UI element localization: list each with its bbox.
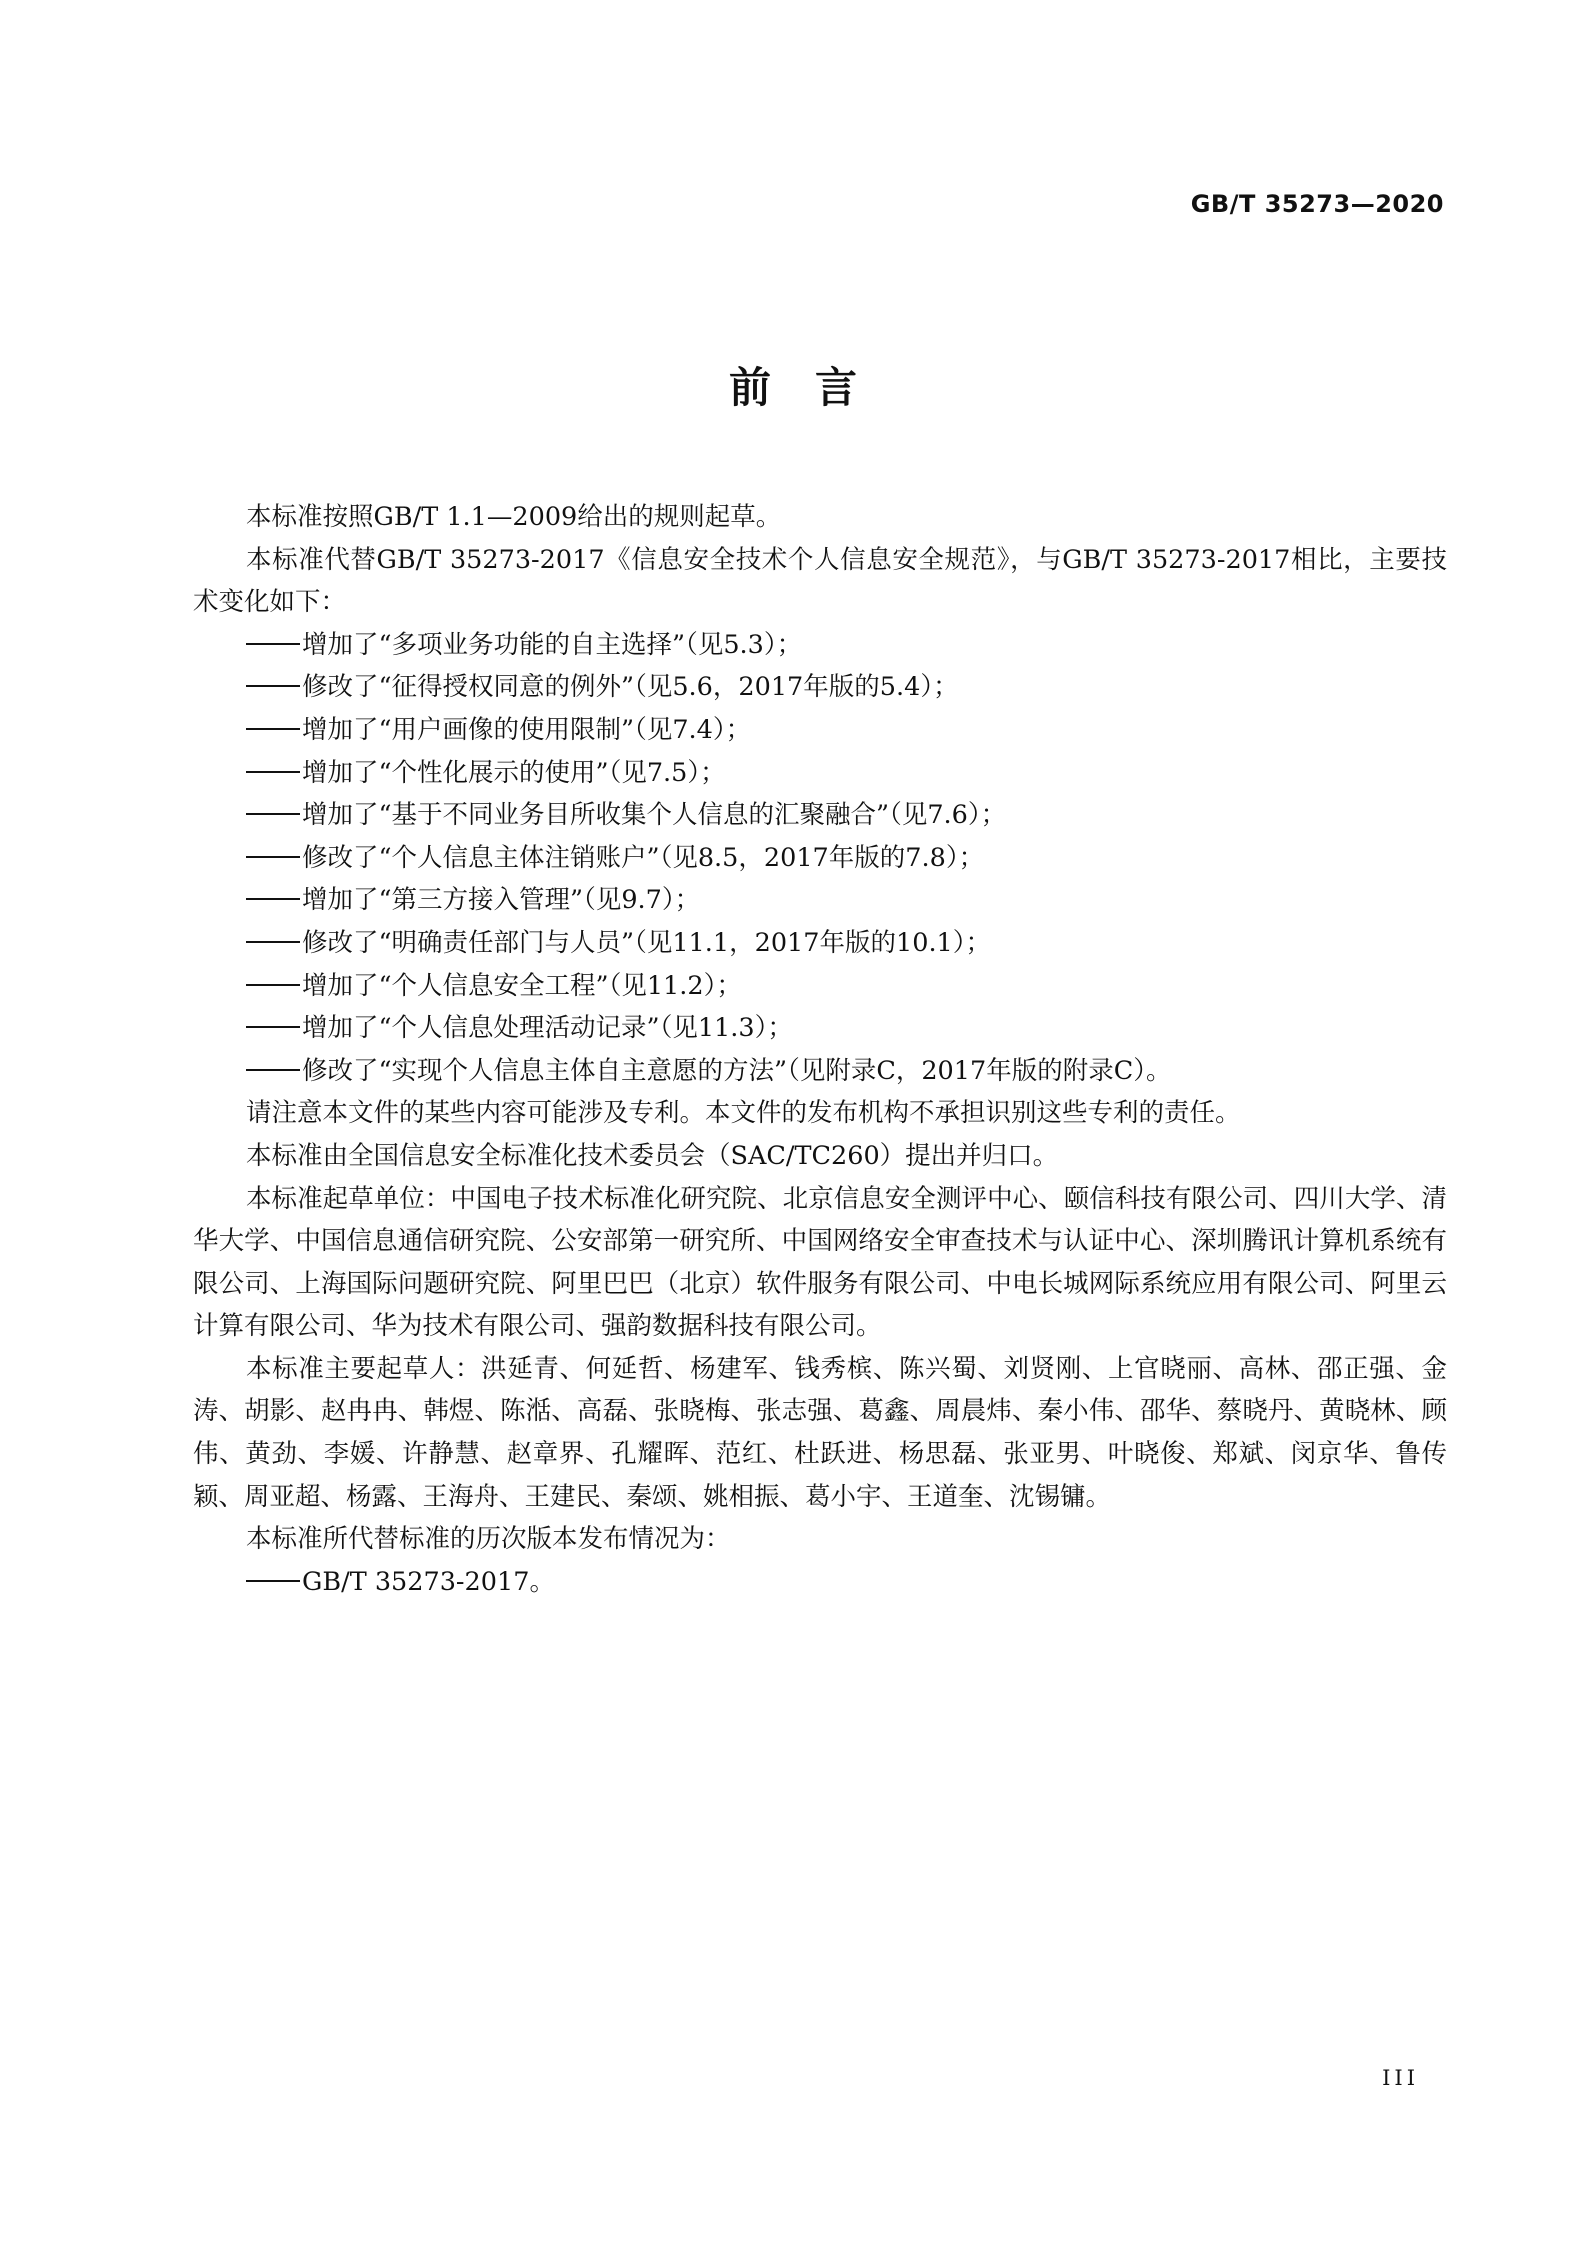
change-text: 增加了“基于不同业务目所收集个人信息的汇聚融合”（见7.6）； <box>302 800 1007 831</box>
standard-code-header: GB/T 35273—2020 <box>1190 190 1444 218</box>
page-number: III <box>1382 2066 1419 2090</box>
em-dash-icon <box>246 1069 300 1071</box>
replacement-paragraph: 本标准代替GB/T 35273-2017《信息安全技术个人信息安全规范》，与GB/T 35273-2017相比，主要技术变化如下： <box>193 544 1447 618</box>
technical-changes-list <box>193 624 1447 1093</box>
change-item <box>193 624 1447 667</box>
em-dash-icon <box>246 984 300 986</box>
drafting-units-paragraph: 本标准起草单位：中国电子技术标准化研究院、北京信息安全测评中心、颐信科技有限公司、四川大学、清华大学、中国信息通信研究院、公安部第一研究所、中国网络安全审查技术与认证中心、深圳腾讯计算机系统有限公司、上海国际问题研究院、阿里巴巴（北京）软件服务有限公司、中电长城网际系统应用有限公司、阿里云计算有限公司、华为技术有限公司、强韵数据科技有限公司。 <box>193 1183 1447 1342</box>
change-text: 增加了“个性化展示的使用”（见7.5）； <box>302 757 726 788</box>
change-item <box>193 879 1447 922</box>
change-item <box>193 965 1447 1008</box>
change-text: 修改了“个人信息主体注销账户”（见8.5，2017年版的7.8）； <box>302 842 985 873</box>
proposer-paragraph: 本标准由全国信息安全标准化技术委员会（SAC/TC260）提出并归口。 <box>246 1140 1059 1171</box>
history-text: GB/T 35273-2017。 <box>302 1566 555 1597</box>
change-text: 增加了“多项业务功能的自主选择”（见5.3）； <box>302 629 803 660</box>
drafting-rule-paragraph: 本标准按照GB/T 1.1—2009给出的规则起草。 <box>246 502 782 532</box>
change-text: 增加了“用户画像的使用限制”（见7.4）； <box>302 714 752 745</box>
change-item <box>193 1007 1447 1050</box>
change-text: 修改了“明确责任部门与人员”（见11.1，2017年版的10.1）； <box>302 927 992 958</box>
history-item <box>193 1561 1447 1604</box>
change-item <box>193 837 1447 880</box>
history-intro-paragraph: 本标准所代替标准的历次版本发布情况为： <box>246 1524 731 1555</box>
em-dash-icon <box>246 813 300 815</box>
change-text: 增加了“第三方接入管理”（见9.7）； <box>302 885 701 916</box>
em-dash-icon <box>246 643 300 645</box>
change-item <box>193 666 1447 709</box>
em-dash-icon <box>246 941 300 943</box>
change-item <box>193 794 1447 837</box>
change-item <box>193 752 1447 795</box>
page-title: 前言 <box>728 363 901 412</box>
em-dash-icon <box>246 898 300 900</box>
change-text: 修改了“征得授权同意的例外”（见5.6，2017年版的5.4）； <box>302 672 959 703</box>
drafters-paragraph: 本标准主要起草人：洪延青、何延哲、杨建军、钱秀槟、陈兴蜀、刘贤刚、上官晓丽、高林、邵正强、金涛、胡影、赵冉冉、韩煜、陈湉、高磊、张晓梅、张志强、葛鑫、周晨炜、秦小伟、邵华、蔡晓丹、黄晓林、顾伟、黄劲、李媛、许静慧、赵章界、孔耀晖、范红、杜跃进、杨思磊、张亚男、叶晓俊、郑斌、闵京华、鲁传颖、周亚超、杨露、王海舟、王建民、秦颂、姚相振、葛小宇、王道奎、沈锡镛。 <box>193 1353 1447 1512</box>
history-list <box>193 1561 1447 1604</box>
em-dash-icon <box>246 1026 300 1028</box>
em-dash-icon <box>246 1580 300 1582</box>
change-item <box>193 709 1447 752</box>
patent-notice-paragraph: 请注意本文件的某些内容可能涉及专利。本文件的发布机构不承担识别这些专利的责任。 <box>246 1098 1241 1129</box>
em-dash-icon <box>246 771 300 773</box>
change-text: 增加了“个人信息安全工程”（见11.2）； <box>302 970 742 1001</box>
change-item <box>193 922 1447 965</box>
change-text: 增加了“个人信息处理活动记录”（见11.3）； <box>302 1013 793 1044</box>
change-item <box>193 1050 1447 1093</box>
em-dash-icon <box>246 685 300 687</box>
foreword-body <box>193 496 1447 1603</box>
em-dash-icon <box>246 728 300 730</box>
change-text: 修改了“实现个人信息主体自主意愿的方法”（见附录C，2017年版的附录C）。 <box>302 1055 1172 1086</box>
em-dash-icon <box>246 856 300 858</box>
